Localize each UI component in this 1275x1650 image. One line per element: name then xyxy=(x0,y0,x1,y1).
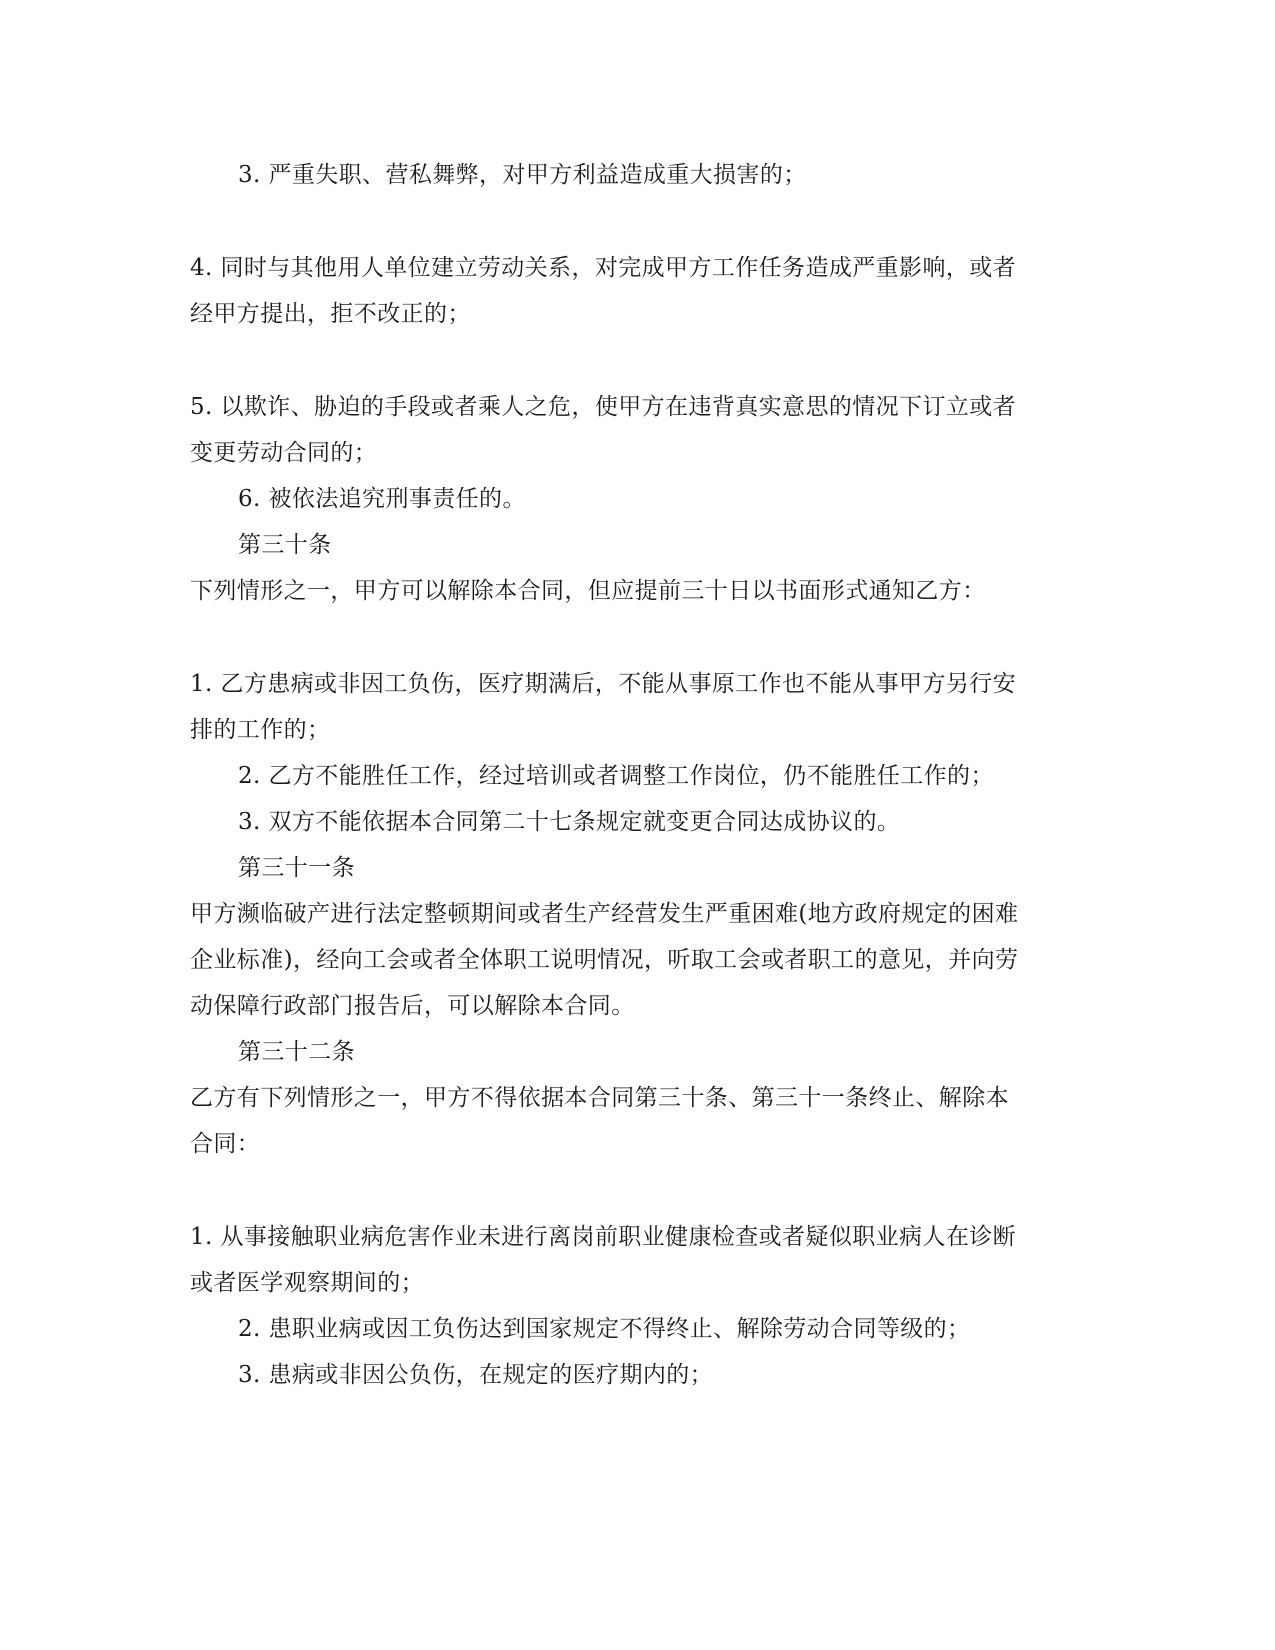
text-line: 4. 同时与其他用人单位建立劳动关系，对完成甲方工作任务造成严重影响，或者 xyxy=(190,255,1017,281)
text-line: 或者医学观察期间的； xyxy=(190,1270,424,1296)
article-heading: 第三十条 xyxy=(238,532,332,558)
text-line: 2. 乙方不能胜任工作，经过培训或者调整工作岗位，仍不能胜任工作的； xyxy=(238,763,994,789)
text-line: 1. 乙方患病或非因工负伤，医疗期满后，不能从事原工作也不能从事甲方另行安 xyxy=(190,671,1017,697)
text-line: 6. 被依法追究刑事责任的。 xyxy=(238,486,526,512)
text-line: 1. 从事接触职业病危害作业未进行离岗前职业健康检查或者疑似职业病人在诊断 xyxy=(190,1224,1017,1250)
text-line: 2. 患职业病或因工负伤达到国家规定不得终止、解除劳动合同等级的； xyxy=(238,1316,971,1342)
text-line: 变更劳动合同的； xyxy=(190,440,378,466)
text-line: 动保障行政部门报告后，可以解除本合同。 xyxy=(190,993,635,1019)
text-line: 3. 严重失职、营私舞弊，对甲方利益造成重大损害的； xyxy=(238,162,807,188)
text-line: 合同： xyxy=(190,1131,261,1157)
article-heading: 第三十一条 xyxy=(238,855,355,881)
text-line: 5. 以欺诈、胁迫的手段或者乘人之危，使甲方在违背真实意思的情况下订立或者 xyxy=(190,394,1017,420)
text-line: 下列情形之一，甲方可以解除本合同，但应提前三十日以书面形式通知乙方： xyxy=(190,578,986,604)
text-line: 经甲方提出，拒不改正的； xyxy=(190,301,471,327)
text-line: 甲方濒临破产进行法定整顿期间或者生产经营发生严重困难(地方政府规定的困难 xyxy=(190,901,1019,927)
text-line: 排的工作的； xyxy=(190,717,331,743)
article-heading: 第三十二条 xyxy=(238,1039,355,1065)
text-line: 3. 双方不能依据本合同第二十七条规定就变更合同达成协议的。 xyxy=(238,809,901,835)
text-line: 乙方有下列情形之一，甲方不得依据本合同第三十条、第三十一条终止、解除本 xyxy=(190,1085,1009,1111)
text-line: 3. 患病或非因公负伤，在规定的医疗期内的； xyxy=(238,1362,714,1388)
text-line: 企业标准)，经向工会或者全体职工说明情况，听取工会或者职工的意见，并向劳 xyxy=(190,947,1019,973)
